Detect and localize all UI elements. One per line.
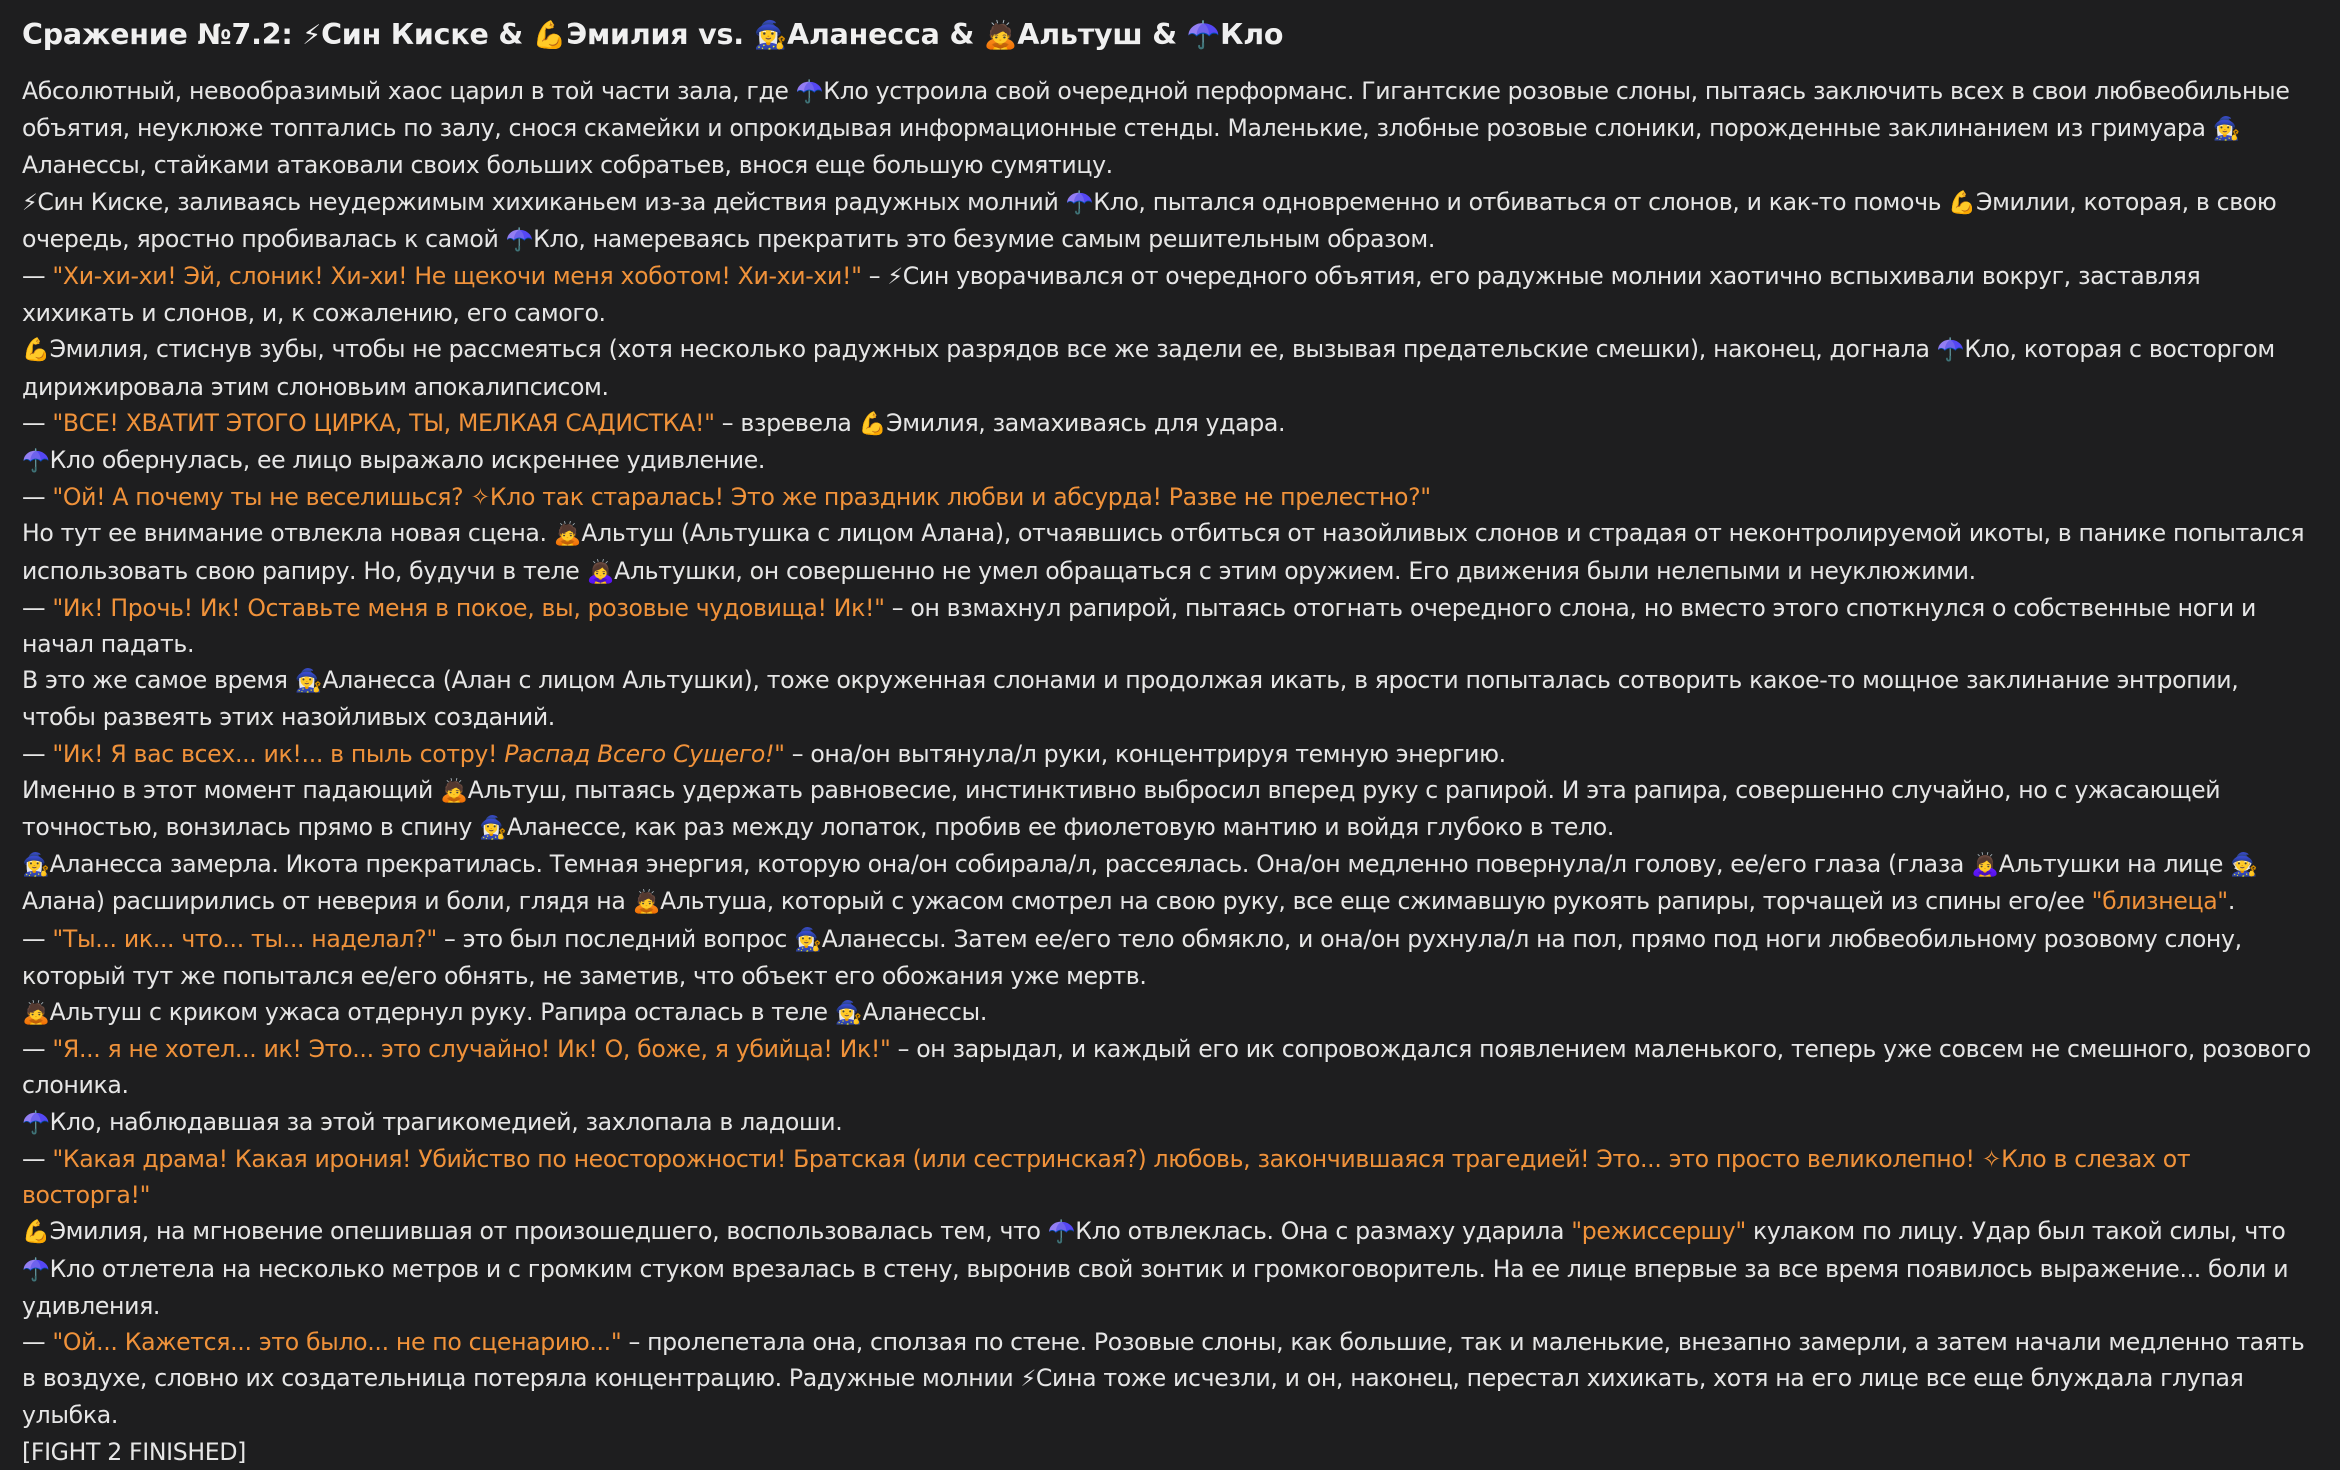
dialogue-quote: "Ой... Кажется... это было... не по сценарию..." [52, 1327, 622, 1356]
mage-icon: 🧙‍♀️ [753, 20, 788, 51]
dialogue-quote: "режиссершу" [1571, 1217, 1746, 1246]
fighter-name: Син Киске [321, 18, 489, 51]
dialogue-quote: "близнеца" [2091, 887, 2228, 916]
narration-text: Альтушки на лице [1998, 850, 2231, 879]
dialogue-quote: "Хи-хи-хи! Эй, слоник! Хи-хи! Не щекочи меня хоботом! Хи-хи-хи!" [52, 262, 862, 291]
narration-text: Кло отлетела на несколько метров и с громким стуком врезалась в стену, выронив свой зонтик и громкоговоритель. На ее лице впервые за все время появилось выражение... боли и удивления. [22, 1254, 2289, 1320]
dialogue-quote: "Какая драма! Какая ирония! Убийство по неосторожности! Братская (или сестринская?) любовь, закончившаяся трагедией! Это... это просто великолепно! ✧Кло в слезах от восторга!" [22, 1144, 2191, 1210]
narration-text: Кло, которая с восторгом дирижировала этим слоновьим апокалипсисом. [22, 335, 2275, 401]
narration-text: – она/он вытянула/л руки, концентрируя темную энергию. [784, 739, 1506, 768]
bowing-person-icon: 🙇 [440, 777, 468, 804]
dialogue-quote: "Ик! Прочь! Ик! Оставьте меня в покое, вы, розовые чудовища! Ик!" [52, 593, 885, 622]
dialogue-quote: " [774, 739, 785, 768]
story-paragraph [22, 405, 2318, 442]
narration-text: Абсолютный, невообразимый хаос царил в той части зала, где [22, 77, 796, 105]
narration-text: — [22, 483, 53, 512]
ampersand: & [949, 18, 975, 51]
narration-text: Альтушки, он совершенно не умел обращаться с этим оружием. Его движения были нелепыми и неуклюжими. [614, 556, 1976, 585]
umbrella-icon: ☂️ [22, 1109, 50, 1136]
narration-text: Кло отвлеклась. Она с размаху ударила [1075, 1217, 1572, 1246]
narration-text: [FIGHT 2 FINISHED] [22, 1437, 247, 1466]
lightning-icon: ⚡ [22, 189, 38, 216]
narration-text: Именно в этот момент падающий [22, 775, 441, 804]
story-body [22, 73, 2318, 1470]
fighter-name: Альтуш [1017, 18, 1143, 51]
story-paragraph [22, 442, 2318, 479]
narration-text: Аланесса (Алан с лицом Альтушки), тоже окруженная слонами и продолжая икать, в ярости попыталась сотворить какое-то мощное заклинание энтропии, чтобы развеять этих назойливых созданий. [22, 666, 2239, 732]
narration-text: – это был последний вопрос [436, 924, 795, 953]
narration-text: Альтуш с криком ужаса отдернул руку. Рапира осталась в теле [49, 998, 835, 1027]
mage-icon: 🧙‍♀️ [294, 668, 323, 695]
umbrella-icon: ☂️ [1047, 1219, 1076, 1246]
mage-icon: 🧙 [2230, 852, 2258, 879]
story-paragraph [22, 1104, 2318, 1141]
title-prefix: Сражение №7.2: [22, 18, 293, 51]
umbrella-icon: ☂️ [22, 448, 50, 475]
narration-text: – он зарыдал, и каждый его ик сопровождался появлением маленького, теперь уже совсем не смешного, розового слоника. [22, 1035, 2311, 1100]
mage-icon: 🧙‍♀️ [479, 815, 507, 842]
narration-text: Альтуш, пытаясь удержать равновесие, инстинктивно выбросил вперед руку с рапирой. И эта рапира, совершенно случайно, но с ужасающей точностью, вонзилась прямо в спину [22, 775, 2221, 842]
bowing-person-icon: 🙇‍♀️ [1971, 852, 1999, 879]
fighter-name: Кло [1220, 18, 1284, 51]
narration-text: Син уворачивался от очередного объятия, его радужные молнии хаотично вспыхивали вокруг, заставляя хихикать и слонов, и, к сожалению, его самого. [22, 262, 2201, 328]
flexed-biceps-icon: 💪 [858, 410, 887, 437]
story-paragraph [22, 258, 2318, 331]
narration-text: Эмилия, замахиваясь для удара. [886, 408, 1286, 437]
umbrella-icon: ☂️ [795, 79, 824, 105]
bowing-person-icon: 🙇 [983, 20, 1018, 51]
narration-text: — [22, 593, 53, 622]
narration-text: Кло, намереваясь прекратить это безумие самым решительным образом. [533, 224, 1435, 253]
page-title [22, 18, 2318, 53]
mage-icon: 🧙‍♀️ [2212, 116, 2241, 143]
story-paragraph [22, 1031, 2318, 1103]
story-paragraph [22, 515, 2318, 589]
narration-text: Кло обернулась, ее лицо выражало искреннее удивление. [49, 446, 766, 475]
narration-text: В это же самое время [22, 666, 295, 695]
mage-icon: 🧙‍♀️ [22, 852, 50, 879]
fighter-name: Аланесса [787, 18, 940, 51]
story-paragraph [22, 479, 2318, 515]
bowing-person-icon: 🙇 [632, 889, 661, 916]
story-paragraph [22, 73, 2318, 184]
umbrella-icon: ☂️ [22, 1256, 50, 1283]
story-paragraph [22, 772, 2318, 846]
flexed-biceps-icon: 💪 [22, 1219, 50, 1246]
mage-icon: 🧙‍♀️ [794, 926, 822, 953]
narration-text: Альтуша, который с ужасом смотрел на свою руку, все еще сжимавшую рукоять рапиры, торчащей из спины его/ее [660, 887, 2092, 916]
bowing-person-icon: 🙇 [553, 521, 582, 548]
umbrella-icon: ☂️ [1065, 189, 1094, 216]
narration-text: – взревела [714, 408, 859, 437]
story-paragraph [22, 590, 2318, 662]
lightning-icon: ⚡ [302, 20, 322, 51]
narration-text: Алана) расширились от неверия и боли, глядя на [22, 887, 633, 916]
story-paragraph [22, 331, 2318, 404]
story-paragraph [22, 1213, 2318, 1324]
narration-text: Эмилии, которая, в свою очередь, яростно пробивалась к самой [22, 187, 2277, 253]
narration-text: — [22, 1327, 53, 1356]
story-paragraph [22, 846, 2318, 920]
dialogue-quote: "Ой! А почему ты не веселишься? ✧Кло так старалась! Это же праздник любви и абсурда! Разве не прелестно?" [52, 483, 1431, 512]
story-paragraph [22, 1141, 2318, 1213]
versus-label: vs. [698, 18, 744, 51]
umbrella-icon: ☂️ [1936, 337, 1965, 364]
narration-text: — [22, 1144, 53, 1173]
flexed-biceps-icon: 💪 [532, 20, 567, 51]
narration-text: Эмилия, стиснув зубы, чтобы не рассмеяться (хотя несколько радужных разрядов все же задели ее, вызывая предательские смешки), наконец, догнала [49, 335, 1937, 364]
dialogue-quote: "ВСЕ! ХВАТИТ ЭТОГО ЦИРКА, ТЫ, МЕЛКАЯ САДИСТКА!" [52, 408, 715, 437]
mage-icon: 🧙‍♀️ [834, 1000, 863, 1027]
lightning-icon: ⚡ [1020, 1366, 1036, 1393]
story-paragraph [22, 1324, 2318, 1434]
umbrella-icon: ☂️ [1186, 20, 1221, 51]
ampersand: & [498, 18, 523, 51]
spell-name: Распад Всего Сущего! [504, 739, 775, 768]
narration-text: Кло устроила свой очередной перформанс. Гигантские розовые слоны, пытаясь заключить всех в свои любвеобильные объятия, неуклюже топтались по залу, снося скамейки и опрокидывая информационные стенды. Маленькие, злобные розовые слоники, порожденные заклинанием из гримуара [22, 77, 2290, 143]
bowing-person-icon: 🙇 [22, 1000, 50, 1027]
narration-text: Аланессы. Затем ее/его тело обмякло, и она/он рухнула/л на пол, прямо под ноги любвеобильному розовому слону, который тут же попытался ее/его обнять, не заметив, что объект его обожания уже мертв. [22, 924, 2242, 990]
dialogue-quote: "Ик! Я вас всех... ик!... в пыль сотру! [52, 739, 505, 768]
narration-text: Но тут ее внимание отвлекла новая сцена. [22, 519, 554, 548]
story-paragraph [22, 184, 2318, 258]
fighter-name: Эмилия [566, 18, 689, 51]
narration-text: – пролепетала она, сползая по стене. Розовые слоны, как большие, так и маленькие, внезапно замерли, а затем начали медленно таять в воздухе, словно их создательница потеряла концентрацию. Радужные молнии [22, 1327, 2305, 1393]
flexed-biceps-icon: 💪 [1948, 189, 1976, 216]
narration-text: Аланессы, стайками атаковали своих больших собратьев, внося еще большую сумятицу. [22, 151, 1113, 180]
narration-text: — [22, 739, 53, 768]
lightning-icon: ⚡ [887, 264, 903, 291]
story-paragraph [22, 994, 2318, 1031]
narration-text: Эмилия, на мгновение опешившая от произошедшего, воспользовалась тем, что [49, 1217, 1048, 1246]
narration-text: — [22, 924, 53, 953]
dialogue-quote: "Я... я не хотел... ик! Это... это случайно! Ик! О, боже, я убийца! Ик!" [52, 1035, 891, 1064]
narration-text: Аланессе, как раз между лопаток, пробив ее фиолетовую мантию и войдя глубоко в тело. [506, 813, 1615, 842]
narration-text: — [22, 408, 53, 437]
narration-text: — [22, 1035, 53, 1064]
narration-text: Кло, пытался одновременно и отбиваться от слонов, и как-то помочь [1093, 187, 1949, 216]
narration-text: . [2227, 887, 2235, 916]
story-paragraph [22, 921, 2318, 994]
story-paragraph [22, 736, 2318, 772]
narration-text: Сина тоже исчезли, и он, наконец, перестал хихикать, хотя на его лице все еще блуждала глупая улыбка. [22, 1364, 2244, 1430]
narration-text: кулаком по лицу. Удар был такой силы, что [1745, 1217, 2286, 1246]
story-paragraph [22, 1434, 2318, 1470]
narration-text: — [22, 262, 53, 291]
narration-text: Кло, наблюдавшая за этой трагикомедией, захлопала в ладоши. [49, 1107, 843, 1136]
ampersand: & [1152, 18, 1177, 51]
narration-text: Аланессы. [862, 998, 987, 1027]
dialogue-quote: "Ты... ик... что... ты... наделал?" [52, 924, 437, 953]
story-paragraph [22, 662, 2318, 735]
umbrella-icon: ☂️ [505, 226, 534, 253]
narration-text: – он взмахнул рапирой, пытаясь отогнать очередного слона, но вместо этого споткнулся о собственные ноги и начал падать. [22, 593, 2256, 659]
bowing-person-icon: 🙇‍♀️ [586, 558, 615, 585]
narration-text: – [861, 262, 888, 291]
narration-text: Альтуш (Альтушка с лицом Алана), отчаявшись отбиться от назойливых слонов и страдая от неконтролируемой икоты, в панике попытался использовать свою рапиру. Но, будучи в теле [22, 519, 2305, 585]
narration-text: Аланесса замерла. Икота прекратилась. Темная энергия, которую она/он собирала/л, рассеялась. Она/он медленно повернула/л голову, ее/его глаза (глаза [49, 850, 1972, 879]
flexed-biceps-icon: 💪 [22, 337, 50, 364]
narration-text: Син Киске, заливаясь неудержимым хихиканьем из-за действия радужных молний [37, 187, 1066, 216]
